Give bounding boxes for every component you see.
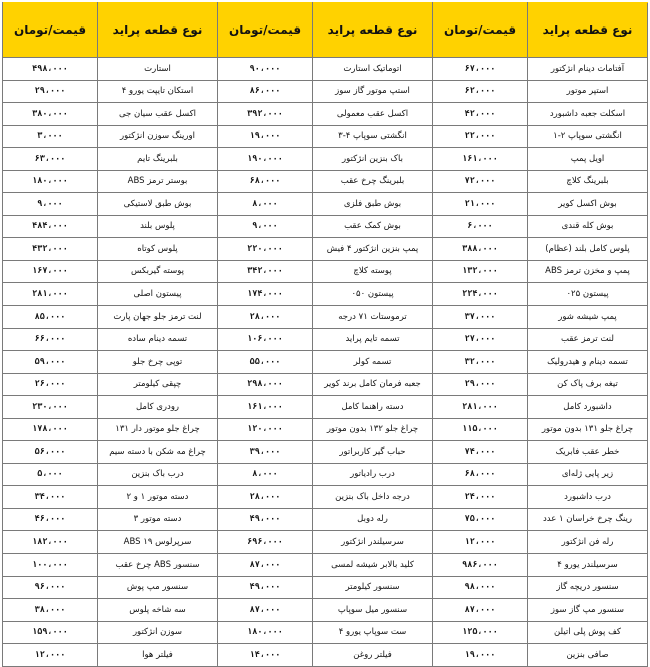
part-name-cell: پیستون ۰۵۰ — [313, 283, 433, 306]
price-cell: ۱۹،۰۰۰ — [218, 125, 313, 148]
price-cell: ۶۲،۰۰۰ — [433, 80, 528, 103]
table-row — [3, 260, 648, 283]
part-name-cell: تسمه دینام و هیدرولیک — [528, 351, 648, 374]
price-cell: ۶۸،۰۰۰ — [433, 463, 528, 486]
price-cell: ۳۴۲،۰۰۰ — [218, 260, 313, 283]
price-cell: ۶۳،۰۰۰ — [3, 148, 98, 171]
part-name-cell: بوش طبق لاستیکی — [98, 193, 218, 216]
part-name-cell: پمپ شیشه شور — [528, 306, 648, 329]
price-cell: ۱۸۰،۰۰۰ — [218, 621, 313, 644]
part-name-cell: لنت ترمز عقب — [528, 328, 648, 351]
price-cell: ۱۲،۰۰۰ — [433, 531, 528, 554]
part-name-cell: اویل پمپ — [528, 148, 648, 171]
part-name-cell: رله فن انژکتور — [528, 531, 648, 554]
price-cell: ۷۵،۰۰۰ — [433, 508, 528, 531]
part-name-cell: بوش طبق فلزی — [313, 193, 433, 216]
price-cell: ۲۴،۰۰۰ — [433, 486, 528, 509]
price-cell: ۶۶،۰۰۰ — [3, 328, 98, 351]
part-name-cell: تسمه دینام ساده — [98, 328, 218, 351]
part-name-cell: خطر عقب فابریک — [528, 441, 648, 464]
header-part-name: نوع قطعه پراید — [313, 3, 433, 58]
price-cell: ۱۹۰،۰۰۰ — [218, 148, 313, 171]
price-table — [2, 2, 648, 667]
part-name-cell: سنسور کیلومتر — [313, 576, 433, 599]
price-cell: ۴۹،۰۰۰ — [218, 576, 313, 599]
header-price: قیمت/تومان — [218, 3, 313, 58]
table-row — [3, 486, 648, 509]
part-name-cell: دسته موتور ۳ — [98, 508, 218, 531]
price-cell: ۵۹،۰۰۰ — [3, 351, 98, 374]
price-cell: ۱۶۷،۰۰۰ — [3, 260, 98, 283]
price-cell: ۳۴،۰۰۰ — [3, 486, 98, 509]
part-name-cell: رله دوبل — [313, 508, 433, 531]
part-name-cell: لنت ترمز جلو جهان پارت — [98, 306, 218, 329]
table-row — [3, 599, 648, 622]
price-cell: ۲۲۰،۰۰۰ — [218, 238, 313, 261]
price-cell: ۱۳۲،۰۰۰ — [433, 260, 528, 283]
part-name-cell: چپقی کیلومتر — [98, 373, 218, 396]
price-cell: ۴۲،۰۰۰ — [433, 103, 528, 126]
part-name-cell: پیستون اصلی — [98, 283, 218, 306]
part-name-cell: استکان تایپت یورو ۴ — [98, 80, 218, 103]
table-row — [3, 351, 648, 374]
part-name-cell: پلوس بلند — [98, 215, 218, 238]
price-cell: ۵،۰۰۰ — [3, 463, 98, 486]
price-cell: ۱۷۸،۰۰۰ — [3, 418, 98, 441]
price-cell: ۴۹۸،۰۰۰ — [3, 58, 98, 81]
price-cell: ۲۸۱،۰۰۰ — [3, 283, 98, 306]
part-name-cell: سنسور مپ پوش — [98, 576, 218, 599]
part-name-cell: سنسور ABS چرخ عقب — [98, 554, 218, 577]
part-name-cell: توپی چرخ جلو — [98, 351, 218, 374]
price-cell: ۳۸۸،۰۰۰ — [433, 238, 528, 261]
part-name-cell: فیلتر روغن — [313, 644, 433, 667]
table-row — [3, 373, 648, 396]
table-row — [3, 508, 648, 531]
table-row — [3, 58, 648, 81]
price-cell: ۷۴،۰۰۰ — [433, 441, 528, 464]
price-cell: ۶۷،۰۰۰ — [433, 58, 528, 81]
price-cell: ۵۶،۰۰۰ — [3, 441, 98, 464]
table-row — [3, 418, 648, 441]
part-name-cell: سنسور دریچه گاز — [528, 576, 648, 599]
part-name-cell: اکسل عقب معمولی — [313, 103, 433, 126]
part-name-cell: استپ موتور گاز سوز — [313, 80, 433, 103]
table-row — [3, 463, 648, 486]
price-cell: ۱۲،۰۰۰ — [3, 644, 98, 667]
part-name-cell: درجه داخل باک بنزین — [313, 486, 433, 509]
part-name-cell: آفتامات دینام انژکتور — [528, 58, 648, 81]
part-name-cell: سه شاخه پلوس — [98, 599, 218, 622]
header-part-name: نوع قطعه پراید — [528, 3, 648, 58]
price-cell: ۳،۰۰۰ — [3, 125, 98, 148]
part-name-cell: اکسل عقب سیان جی — [98, 103, 218, 126]
table-row — [3, 193, 648, 216]
price-list-sheet — [2, 2, 648, 667]
part-name-cell: پمپ بنزین انژکتور ۴ فیش — [313, 238, 433, 261]
part-name-cell: چراغ جلو موتور دار ۱۳۱ — [98, 418, 218, 441]
price-cell: ۹۸۶،۰۰۰ — [433, 554, 528, 577]
price-cell: ۱۸۲،۰۰۰ — [3, 531, 98, 554]
price-cell: ۱۹،۰۰۰ — [433, 644, 528, 667]
header-price: قیمت/تومان — [3, 3, 98, 58]
price-cell: ۸۷،۰۰۰ — [433, 599, 528, 622]
price-cell: ۹۶،۰۰۰ — [3, 576, 98, 599]
part-name-cell: دسته موتور ۱ و ۲ — [98, 486, 218, 509]
part-name-cell: تیغه برف پاک کن — [528, 373, 648, 396]
part-name-cell: کف پوش پلی اتیلن — [528, 621, 648, 644]
price-cell: ۱۵۹،۰۰۰ — [3, 621, 98, 644]
price-cell: ۱۴،۰۰۰ — [218, 644, 313, 667]
part-name-cell: کلید بالابر شیشه لمسی — [313, 554, 433, 577]
part-name-cell: باک بنزین انژکتور — [313, 148, 433, 171]
price-cell: ۷۲،۰۰۰ — [433, 170, 528, 193]
price-cell: ۴۸۴،۰۰۰ — [3, 215, 98, 238]
part-name-cell: بلبرینگ چرخ عقب — [313, 170, 433, 193]
table-row — [3, 576, 648, 599]
part-name-cell: چراغ جلو ۱۳۱ بدون موتور — [528, 418, 648, 441]
part-name-cell: سرپرلوس ۱۹ ABS — [98, 531, 218, 554]
price-cell: ۵۵،۰۰۰ — [218, 351, 313, 374]
part-name-cell: درب داشبورد — [528, 486, 648, 509]
part-name-cell: بلبرینگ تایم — [98, 148, 218, 171]
price-cell: ۳۷،۰۰۰ — [433, 306, 528, 329]
price-cell: ۸۵،۰۰۰ — [3, 306, 98, 329]
part-name-cell: صافی بنزین — [528, 644, 648, 667]
price-cell: ۲۸۱،۰۰۰ — [433, 396, 528, 419]
price-cell: ۸۷،۰۰۰ — [218, 599, 313, 622]
price-cell: ۲۹،۰۰۰ — [433, 373, 528, 396]
part-name-cell: بوش اکسل کویر — [528, 193, 648, 216]
part-name-cell: سنسور مپ گاز سوز — [528, 599, 648, 622]
price-cell: ۲۲،۰۰۰ — [433, 125, 528, 148]
price-cell: ۳۸۰،۰۰۰ — [3, 103, 98, 126]
table-row — [3, 283, 648, 306]
price-cell: ۱۸۰،۰۰۰ — [3, 170, 98, 193]
part-name-cell: سرسیلندر یورو ۴ — [528, 554, 648, 577]
price-cell: ۱۲۵،۰۰۰ — [433, 621, 528, 644]
price-cell: ۲۳۰،۰۰۰ — [3, 396, 98, 419]
part-name-cell: پیستون ۰۲۵ — [528, 283, 648, 306]
price-cell: ۴۶،۰۰۰ — [3, 508, 98, 531]
price-cell: ۹،۰۰۰ — [218, 215, 313, 238]
table-row — [3, 554, 648, 577]
table-row — [3, 396, 648, 419]
part-name-cell: جعبه فرمان کامل برند کویر — [313, 373, 433, 396]
price-cell: ۱۶۱،۰۰۰ — [433, 148, 528, 171]
table-row — [3, 621, 648, 644]
part-name-cell: تسمه تایم پراید — [313, 328, 433, 351]
price-cell: ۳۲،۰۰۰ — [433, 351, 528, 374]
part-name-cell: سنسور میل سوپاپ — [313, 599, 433, 622]
price-cell: ۱۷۴،۰۰۰ — [218, 283, 313, 306]
part-name-cell: بلبرینگ کلاچ — [528, 170, 648, 193]
part-name-cell: درب رادیاتور — [313, 463, 433, 486]
part-name-cell: بوش کمک عقب — [313, 215, 433, 238]
part-name-cell: حباب گیر کاربراتور — [313, 441, 433, 464]
header-row — [3, 3, 648, 58]
part-name-cell: سرسیلندر انژکتور — [313, 531, 433, 554]
price-cell: ۹۰،۰۰۰ — [218, 58, 313, 81]
price-cell: ۲۸،۰۰۰ — [218, 306, 313, 329]
price-cell: ۱۶۱،۰۰۰ — [218, 396, 313, 419]
part-name-cell: درب باک بنزین — [98, 463, 218, 486]
price-cell: ۴۹،۰۰۰ — [218, 508, 313, 531]
price-cell: ۲۸،۰۰۰ — [218, 486, 313, 509]
price-cell: ۶۸،۰۰۰ — [218, 170, 313, 193]
price-cell: ۸۶،۰۰۰ — [218, 80, 313, 103]
part-name-cell: داشبورد کامل — [528, 396, 648, 419]
table-row — [3, 103, 648, 126]
table-row — [3, 531, 648, 554]
part-name-cell: انگشتی سوپاپ ۴-۳ — [313, 125, 433, 148]
part-name-cell: پمپ و مخزن ترمز ABS — [528, 260, 648, 283]
table-row — [3, 80, 648, 103]
part-name-cell: ترموستات ۷۱ درجه — [313, 306, 433, 329]
header-price: قیمت/تومان — [433, 3, 528, 58]
price-cell: ۳۹۲،۰۰۰ — [218, 103, 313, 126]
part-name-cell: دسته راهنما کامل — [313, 396, 433, 419]
part-name-cell: تسمه کولر — [313, 351, 433, 374]
price-cell: ۶۹۶،۰۰۰ — [218, 531, 313, 554]
part-name-cell: فیلتر هوا — [98, 644, 218, 667]
table-row — [3, 441, 648, 464]
table-row — [3, 306, 648, 329]
part-name-cell: چراغ مه شکن با دسته سیم — [98, 441, 218, 464]
header-part-name: نوع قطعه پراید — [98, 3, 218, 58]
price-cell: ۱۱۵،۰۰۰ — [433, 418, 528, 441]
price-cell: ۲۹۸،۰۰۰ — [218, 373, 313, 396]
price-cell: ۳۹،۰۰۰ — [218, 441, 313, 464]
price-cell: ۸،۰۰۰ — [218, 193, 313, 216]
table-row — [3, 125, 648, 148]
price-cell: ۲۹،۰۰۰ — [3, 80, 98, 103]
price-cell: ۲۶،۰۰۰ — [3, 373, 98, 396]
part-name-cell: زیر پایی ژله‌ای — [528, 463, 648, 486]
part-name-cell: پلوس کوتاه — [98, 238, 218, 261]
part-name-cell: رینگ چرخ خراسان ۱ عدد — [528, 508, 648, 531]
part-name-cell: چراغ جلو ۱۳۲ بدون موتور — [313, 418, 433, 441]
price-cell: ۴۳۲،۰۰۰ — [3, 238, 98, 261]
price-cell: ۲۲۴،۰۰۰ — [433, 283, 528, 306]
part-name-cell: ست سوپاپ یورو ۴ — [313, 621, 433, 644]
table-row — [3, 644, 648, 667]
table-row — [3, 148, 648, 171]
price-cell: ۲۱،۰۰۰ — [433, 193, 528, 216]
part-name-cell: اسکلت جعبه داشبورد — [528, 103, 648, 126]
part-name-cell: پلوس کامل بلند (عظام) — [528, 238, 648, 261]
price-cell: ۹۸،۰۰۰ — [433, 576, 528, 599]
part-name-cell: بوش کله قندی — [528, 215, 648, 238]
price-cell: ۶،۰۰۰ — [433, 215, 528, 238]
part-name-cell: انگشتی سوپاپ ۲-۱ — [528, 125, 648, 148]
price-cell: ۲۷،۰۰۰ — [433, 328, 528, 351]
part-name-cell: پوسته گیربکس — [98, 260, 218, 283]
price-cell: ۳۸،۰۰۰ — [3, 599, 98, 622]
price-cell: ۱۰۶،۰۰۰ — [218, 328, 313, 351]
part-name-cell: رودری کامل — [98, 396, 218, 419]
part-name-cell: استارت — [98, 58, 218, 81]
price-cell: ۱۰۰،۰۰۰ — [3, 554, 98, 577]
price-cell: ۸،۰۰۰ — [218, 463, 313, 486]
price-cell: ۸۷،۰۰۰ — [218, 554, 313, 577]
table-row — [3, 238, 648, 261]
part-name-cell: اورینگ سوزن انژکتور — [98, 125, 218, 148]
part-name-cell: اتوماتیک استارت — [313, 58, 433, 81]
part-name-cell: سوزن انژکتور — [98, 621, 218, 644]
table-row — [3, 328, 648, 351]
table-row — [3, 215, 648, 238]
part-name-cell: پوسته کلاچ — [313, 260, 433, 283]
part-name-cell: بوستر ترمز ABS — [98, 170, 218, 193]
part-name-cell: استپر موتور — [528, 80, 648, 103]
table-row — [3, 170, 648, 193]
price-cell: ۹،۰۰۰ — [3, 193, 98, 216]
price-cell: ۱۲۰،۰۰۰ — [218, 418, 313, 441]
